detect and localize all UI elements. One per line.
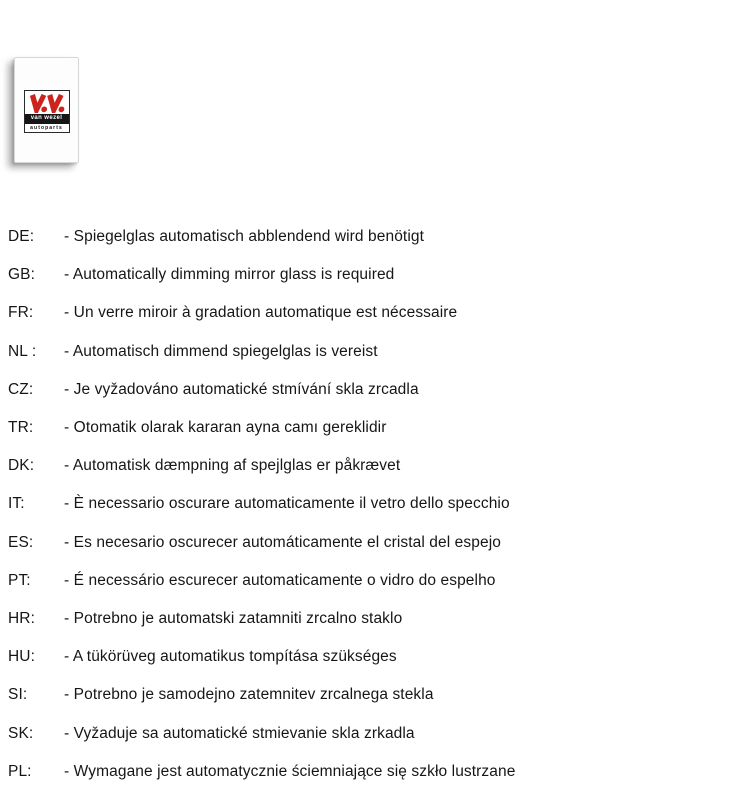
lang-code: FR: xyxy=(8,304,34,322)
lang-row-hr xyxy=(8,600,728,638)
lang-code: DK: xyxy=(8,457,35,475)
lang-row-nl xyxy=(8,333,728,371)
brand-subtitle: autoparts xyxy=(25,123,69,132)
lang-text: - Un verre miroir à gradation automatique est nécessaire xyxy=(64,304,458,322)
lang-row-si xyxy=(8,676,728,714)
lang-code: PT: xyxy=(8,571,31,589)
lang-code: PL: xyxy=(8,762,32,780)
lang-row-tr xyxy=(8,409,728,447)
lang-code: ES: xyxy=(8,533,34,551)
lang-row-es xyxy=(8,524,728,562)
lang-row-fr xyxy=(8,294,728,332)
lang-row-sk xyxy=(8,714,728,752)
lang-text: - Automatisch dimmend spiegelglas is vereist xyxy=(64,342,378,360)
lang-code: SK: xyxy=(8,724,34,742)
w-monogram-icon xyxy=(25,91,69,114)
lang-code: NL : xyxy=(8,342,37,360)
lang-row-gb xyxy=(8,256,728,294)
lang-code: GB: xyxy=(8,266,36,284)
lang-text: - Potrebno je automatski zatamniti zrcalno staklo xyxy=(64,609,403,627)
lang-code: SI: xyxy=(8,686,28,704)
lang-text: - Otomatik olarak kararan ayna camı gereklidir xyxy=(64,419,387,437)
lang-code: IT: xyxy=(8,495,25,513)
lang-text: - Wymagane jest automatycznie ściemniające się szkło lustrzane xyxy=(64,762,516,780)
lang-code: TR: xyxy=(8,419,34,437)
brand-name: van wezel xyxy=(25,114,69,123)
lang-code: CZ: xyxy=(8,380,34,398)
brand-card xyxy=(14,57,79,163)
lang-text: - Vyžaduje sa automatické stmievanie skla zrkadla xyxy=(64,724,415,742)
lang-row-pl xyxy=(8,753,728,791)
lang-text: - Automatically dimming mirror glass is required xyxy=(64,266,395,284)
lang-text: - É necessário escurecer automaticamente o vidro do espelho xyxy=(64,571,496,589)
lang-text: - Es necesario oscurecer automáticamente el cristal del espejo xyxy=(64,533,501,551)
lang-text: - Potrebno je samodejno zatemnitev zrcalnega stekla xyxy=(64,686,434,704)
lang-row-cz xyxy=(8,371,728,409)
lang-row-pt xyxy=(8,562,728,600)
lang-code: DE: xyxy=(8,228,35,246)
lang-text: - È necessario oscurare automaticamente il vetro dello specchio xyxy=(64,495,510,513)
lang-text: - A tükörüveg automatikus tompítása szükséges xyxy=(64,648,397,666)
lang-text: - Je vyžadováno automatické stmívání skla zrcadla xyxy=(64,380,419,398)
lang-code: HU: xyxy=(8,648,35,666)
language-requirement-list xyxy=(8,218,728,791)
lang-row-de xyxy=(8,218,728,256)
lang-row-it xyxy=(8,485,728,523)
lang-text: - Spiegelglas automatisch abblendend wird benötigt xyxy=(64,228,425,246)
van-wezel-logo xyxy=(24,90,70,133)
lang-row-hu xyxy=(8,638,728,676)
lang-code: HR: xyxy=(8,609,35,627)
lang-row-dk xyxy=(8,447,728,485)
lang-text: - Automatisk dæmpning af spejlglas er påkrævet xyxy=(64,457,401,475)
